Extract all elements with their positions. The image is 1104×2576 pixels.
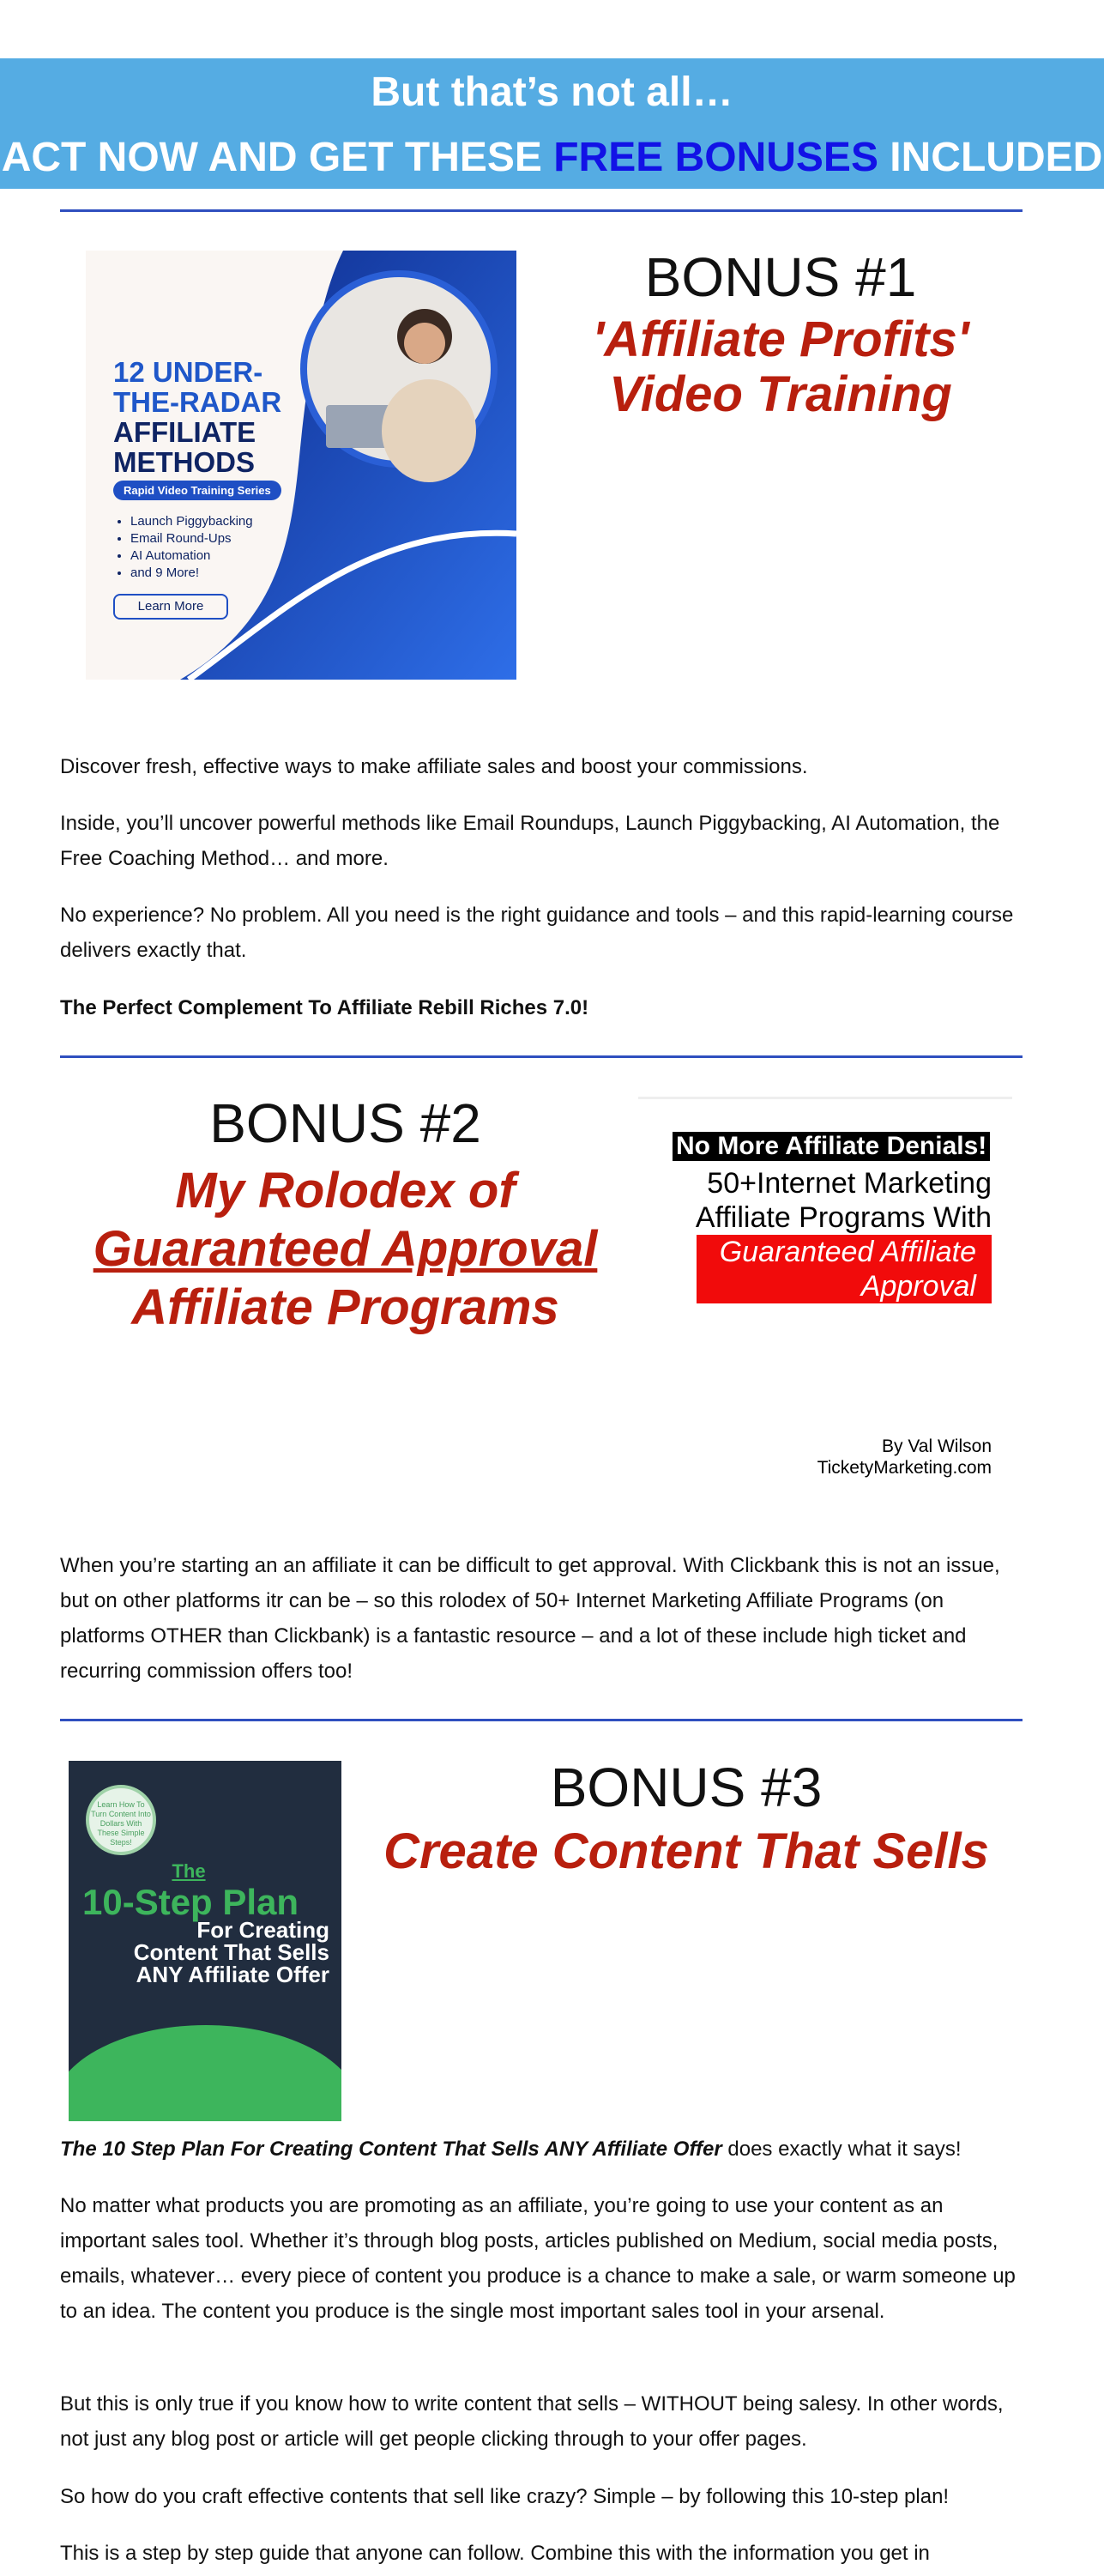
- bonus2-image-red-l1: Guaranteed Affiliate: [719, 1236, 976, 1268]
- bonus1-image-title-l1: 12 UNDER-: [113, 356, 263, 388]
- bonus3-heading: [377, 1754, 995, 1879]
- bonus1-title: [549, 312, 1012, 422]
- bonus2-number: BONUS #2: [209, 1092, 481, 1154]
- bonus1-paragraph-2: Inside, you’ll uncover powerful methods like Email Roundups, Launch Piggybacking, AI Automation, the Free Coaching Method… and more.: [60, 812, 1000, 870]
- bonus3-intro: [60, 2132, 1029, 2167]
- bonus2-paragraph: When you’re starting an an affiliate it can be difficult to get approval. With Clickbank this is not an issue, but on other platforms itr can be – so this rolodex of 50+ Internet Marketing Affiliate Programs (on platforms OTHER than Clickbank) is a fantastic resource – and a lot of these include high ticket and recurring commission offers too!: [60, 1554, 1000, 1683]
- bonus3-title: Create Content That Sells: [383, 1823, 989, 1879]
- bonus1-title-l2: Video Training: [609, 366, 952, 422]
- bonus3-paragraph-4: This is a step by step guide that anyone can follow. Combine this with the information you get in: [60, 2542, 930, 2565]
- banner-highlight: FREE BONUSES: [553, 135, 878, 180]
- bonus2-image-byline: [817, 1436, 992, 1478]
- bonus1-paragraph-1: Discover fresh, effective ways to make affiliate sales and boost your commissions.: [60, 755, 808, 778]
- bonus1-heading: [549, 244, 1012, 422]
- bonus3-paragraph-2: But this is only true if you know how to write content that sells – WITHOUT being salesy. In other words, not just any blog post or article will get people clicking through to your offer pages.: [60, 2392, 1004, 2451]
- bonus3-number: BONUS #3: [550, 1757, 823, 1818]
- bonus2-heading: [86, 1090, 605, 1337]
- bonus1-image-title-l2: THE-RADAR: [113, 386, 282, 418]
- bonus3-paragraph-3: So how do you craft effective contents that sell like crazy? Simple – by following this 10-step plan!: [60, 2485, 950, 2508]
- bonus2-image-red-l2: Approval: [860, 1270, 976, 1303]
- bonus2-image: [638, 1097, 1012, 1497]
- bonus2-title: [86, 1162, 605, 1337]
- bonus2-title-l2: Guaranteed Approval: [93, 1221, 598, 1277]
- bonus2-image-site: TicketyMarketing.com: [817, 1458, 992, 1478]
- bonus3-intro-italic: The 10 Step Plan For Creating Content That Sells ANY Affiliate Offer: [60, 2138, 722, 2161]
- bonus3-paragraph-1: No matter what products you are promoting as an affiliate, you’re going to use your content as an important sales tool. Whether it’s through blog posts, articles published on Medium, social media posts, emails, whatever… every piece of content you produce is a chance to make a sale, or warm someone up to an idea. The content you produce is the single most important sales tool in your arsenal.: [60, 2194, 1016, 2323]
- bonus2-title-l3: Affiliate Programs: [131, 1279, 559, 1335]
- bonus1-number: BONUS #1: [644, 246, 917, 308]
- bonus1-bold-line: [60, 990, 1029, 1025]
- bonus3-image-green-wave: [69, 2025, 341, 2121]
- bonus3-image-subtitle: [134, 1919, 329, 1986]
- bonus1-bold-text: The Perfect Complement To Affiliate Rebill Riches 7.0!: [60, 996, 589, 1019]
- bonus1-image-bullets: [130, 513, 253, 582]
- bonus3-image-the: The: [172, 1860, 206, 1882]
- bonus2-image-line2: Affiliate Programs With: [695, 1201, 992, 1234]
- banner-line-2-pre: ACT NOW AND GET THESE: [1, 135, 554, 180]
- banner-line-1: But that’s not all…: [371, 70, 733, 115]
- bonus2-image-line1: 50+Internet Marketing: [707, 1167, 992, 1200]
- banner-line-2-post: INCLUDED: [878, 135, 1103, 180]
- bonus1-image-learn-more: Learn More: [113, 594, 228, 620]
- bonus3-image-subtitle-l2: Content That Sells: [133, 1939, 329, 1965]
- divider: [60, 209, 1023, 212]
- list-item: • AI Automation: [130, 547, 253, 565]
- bonus3-image-plan: 10-Step Plan: [82, 1882, 299, 1922]
- divider: [60, 1055, 1023, 1058]
- bonus2-image-banner: No More Affiliate Denials!: [673, 1132, 990, 1161]
- divider: [60, 1719, 1023, 1721]
- bonus3-image-subtitle-l1: For Creating: [196, 1917, 329, 1943]
- banner-line-2: [0, 130, 1104, 185]
- bonus2-image-red-box: [697, 1235, 992, 1303]
- bonus3-intro-rest: does exactly what it says!: [721, 2138, 962, 2161]
- bonus3-image: [69, 1761, 341, 2121]
- bonus1-image-title-l3: AFFILIATE: [113, 416, 256, 448]
- bonus1-paragraph-3: No experience? No problem. All you need is the right guidance and tools – and this rapid-learning course delivers exactly that.: [60, 904, 1014, 962]
- bonus1-image-title: [113, 357, 281, 477]
- list-item: • and 9 More!: [130, 565, 253, 582]
- list-item: • Email Round-Ups: [130, 530, 253, 547]
- bonus3-image-subtitle-l3: ANY Affiliate Offer: [136, 1962, 329, 1987]
- bonus3-image-badge: Learn How To Turn Content Into Dollars With These Simple Steps!: [86, 1785, 156, 1855]
- bonus2-image-author: By Val Wilson: [882, 1436, 992, 1456]
- list-item: • Launch Piggybacking: [130, 513, 253, 530]
- bonus1-title-l1: 'Affiliate Profits': [592, 311, 969, 367]
- bonus1-image-title-l4: METHODS: [113, 446, 255, 478]
- bonus1-image-pill: Rapid Video Training Series: [113, 481, 281, 500]
- bonus2-title-l1: My Rolodex of: [175, 1163, 516, 1218]
- bonus1-image: [86, 251, 516, 680]
- bonus-banner: [0, 58, 1104, 189]
